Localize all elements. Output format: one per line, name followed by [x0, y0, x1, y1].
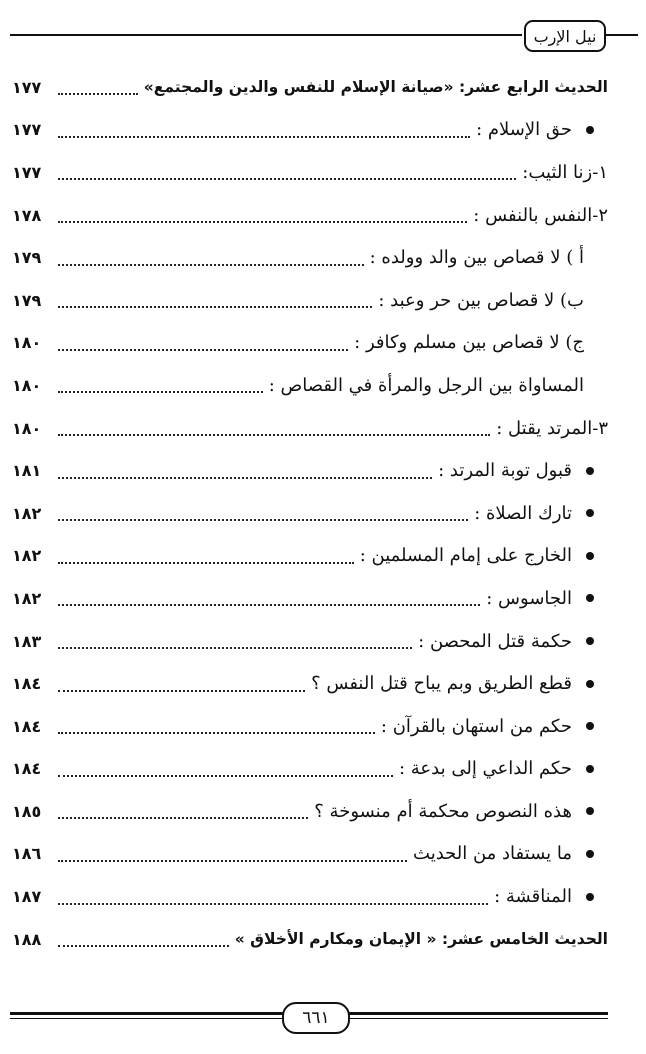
toc-entry: [12, 364, 608, 407]
toc-entry-title: ١-زنا الثيب:: [522, 161, 608, 183]
table-of-contents: [12, 66, 608, 960]
toc-entry: [12, 492, 608, 535]
toc-entry-title: ما يستفاد من الحديث: [413, 843, 572, 865]
toc-page-number: ١٨٣: [12, 631, 42, 651]
bullet-icon: [586, 850, 594, 858]
toc-page-number: ١٨٠: [12, 375, 42, 395]
dot-leader: [58, 889, 488, 905]
toc-entry-title: ب) لا قصاص بين حر وعبد :: [378, 289, 584, 311]
toc-entry-title: الخارج على إمام المسلمين :: [359, 545, 572, 567]
dot-leader: [58, 505, 468, 521]
toc-entry: [12, 577, 608, 620]
page-footer: [0, 1006, 646, 1036]
bullet-icon: [586, 893, 594, 901]
toc-page-number: ١٧٨: [12, 205, 42, 225]
toc-page-number: ١٧٩: [12, 290, 42, 310]
toc-chapter-entry: [12, 66, 608, 109]
bullet-icon: [586, 680, 594, 688]
dot-leader: [58, 931, 229, 947]
bullet-icon: [586, 509, 594, 517]
toc-page-number: ١٨٠: [12, 333, 42, 353]
bullet-icon: [586, 467, 594, 475]
bullet-icon: [586, 765, 594, 773]
toc-entry: [12, 705, 608, 748]
bullet-icon: [586, 637, 594, 645]
dot-leader: [58, 122, 470, 138]
toc-entry: [12, 151, 608, 194]
toc-entry-title: ٣-المرتد يقتل :: [496, 417, 608, 439]
toc-page-number: ١٨٤: [12, 759, 42, 779]
toc-entry: [12, 833, 608, 876]
toc-entry-title: قبول توبة المرتد :: [438, 460, 572, 482]
toc-entry-title: أ ) لا قصاص بين والد وولده :: [369, 247, 584, 269]
toc-entry-title: حكمة قتل المحصن :: [418, 630, 572, 652]
dot-leader: [58, 633, 412, 649]
running-title: نيل الإرب: [524, 20, 606, 52]
toc-page-number: ١٨٦: [12, 844, 42, 864]
toc-entry-title: المناقشة :: [494, 886, 572, 908]
toc-page-number: ١٨٥: [12, 801, 42, 821]
dot-leader: [58, 463, 432, 479]
toc-entry: [12, 279, 608, 322]
toc-entry: [12, 748, 608, 791]
toc-entry: [12, 449, 608, 492]
toc-page-number: ١٨١: [12, 461, 42, 481]
dot-leader: [58, 761, 393, 777]
dot-leader: [58, 335, 348, 351]
dot-leader: [58, 207, 467, 223]
bullet-icon: [586, 552, 594, 560]
running-header: [0, 18, 646, 52]
dot-leader: [58, 718, 375, 734]
toc-entry-title: هذه النصوص محكمة أم منسوخة ؟: [314, 800, 572, 822]
dot-leader: [58, 590, 480, 606]
toc-page-number: ١٨٢: [12, 546, 42, 566]
page-number: ٦٦١: [282, 1002, 350, 1034]
dot-leader: [58, 377, 263, 393]
toc-entry-title: الحديث الخامس عشر: « الإيمان ومكارم الأخلاق »: [234, 930, 608, 949]
toc-entry: [12, 194, 608, 237]
toc-entry-title: الجاسوس :: [486, 587, 572, 609]
toc-page-number: ١٧٧: [12, 162, 42, 182]
toc-entry: [12, 535, 608, 578]
bullet-icon: [586, 594, 594, 602]
dot-leader: [58, 79, 138, 95]
header-rule-end: [606, 34, 638, 36]
toc-entry-title: ٢-النفس بالنفس :: [473, 204, 608, 226]
dot-leader: [58, 548, 354, 564]
toc-entry-title: حق الإسلام :: [476, 119, 572, 141]
bullet-icon: [586, 126, 594, 134]
toc-page-number: ١٨٢: [12, 588, 42, 608]
toc-entry-title: حكم الداعي إلى بدعة :: [398, 758, 572, 780]
toc-entry: [12, 620, 608, 663]
toc-entry-title: حكم من استهان بالقرآن :: [380, 715, 572, 737]
toc-entry-title: الحديث الرابع عشر: «صيانة الإسلام للنفس والدين والمجتمع»: [143, 78, 608, 97]
toc-page-number: ١٨٢: [12, 503, 42, 523]
toc-page-number: ١٨٧: [12, 887, 42, 907]
toc-entry: [12, 236, 608, 279]
toc-entry: [12, 662, 608, 705]
toc-entry: [12, 109, 608, 152]
toc-page-number: ١٧٧: [12, 120, 42, 140]
dot-leader: [58, 250, 364, 266]
dot-leader: [58, 292, 372, 308]
toc-entry: [12, 875, 608, 918]
header-rule: [10, 34, 522, 36]
dot-leader: [58, 846, 407, 862]
toc-page-number: ١٨٤: [12, 674, 42, 694]
dot-leader: [58, 420, 490, 436]
toc-page-number: ١٨٠: [12, 418, 42, 438]
toc-entry: [12, 322, 608, 365]
toc-page-number: ١٨٤: [12, 716, 42, 736]
toc-entry: [12, 790, 608, 833]
toc-entry-title: المساواة بين الرجل والمرأة في القصاص :: [268, 374, 584, 396]
bullet-icon: [586, 807, 594, 815]
toc-entry: [12, 407, 608, 450]
toc-entry-title: ج) لا قصاص بين مسلم وكافر :: [354, 332, 584, 354]
toc-page-number: ١٧٧: [12, 77, 42, 97]
toc-chapter-entry: [12, 918, 608, 961]
toc-entry-title: تارك الصلاة :: [474, 502, 572, 524]
dot-leader: [58, 676, 305, 692]
toc-page-number: ١٧٩: [12, 248, 42, 268]
dot-leader: [58, 164, 516, 180]
toc-entry-title: قطع الطريق وبم يباح قتل النفس ؟: [311, 673, 572, 695]
toc-page-number: ١٨٨: [12, 929, 42, 949]
dot-leader: [58, 803, 308, 819]
bullet-icon: [586, 722, 594, 730]
